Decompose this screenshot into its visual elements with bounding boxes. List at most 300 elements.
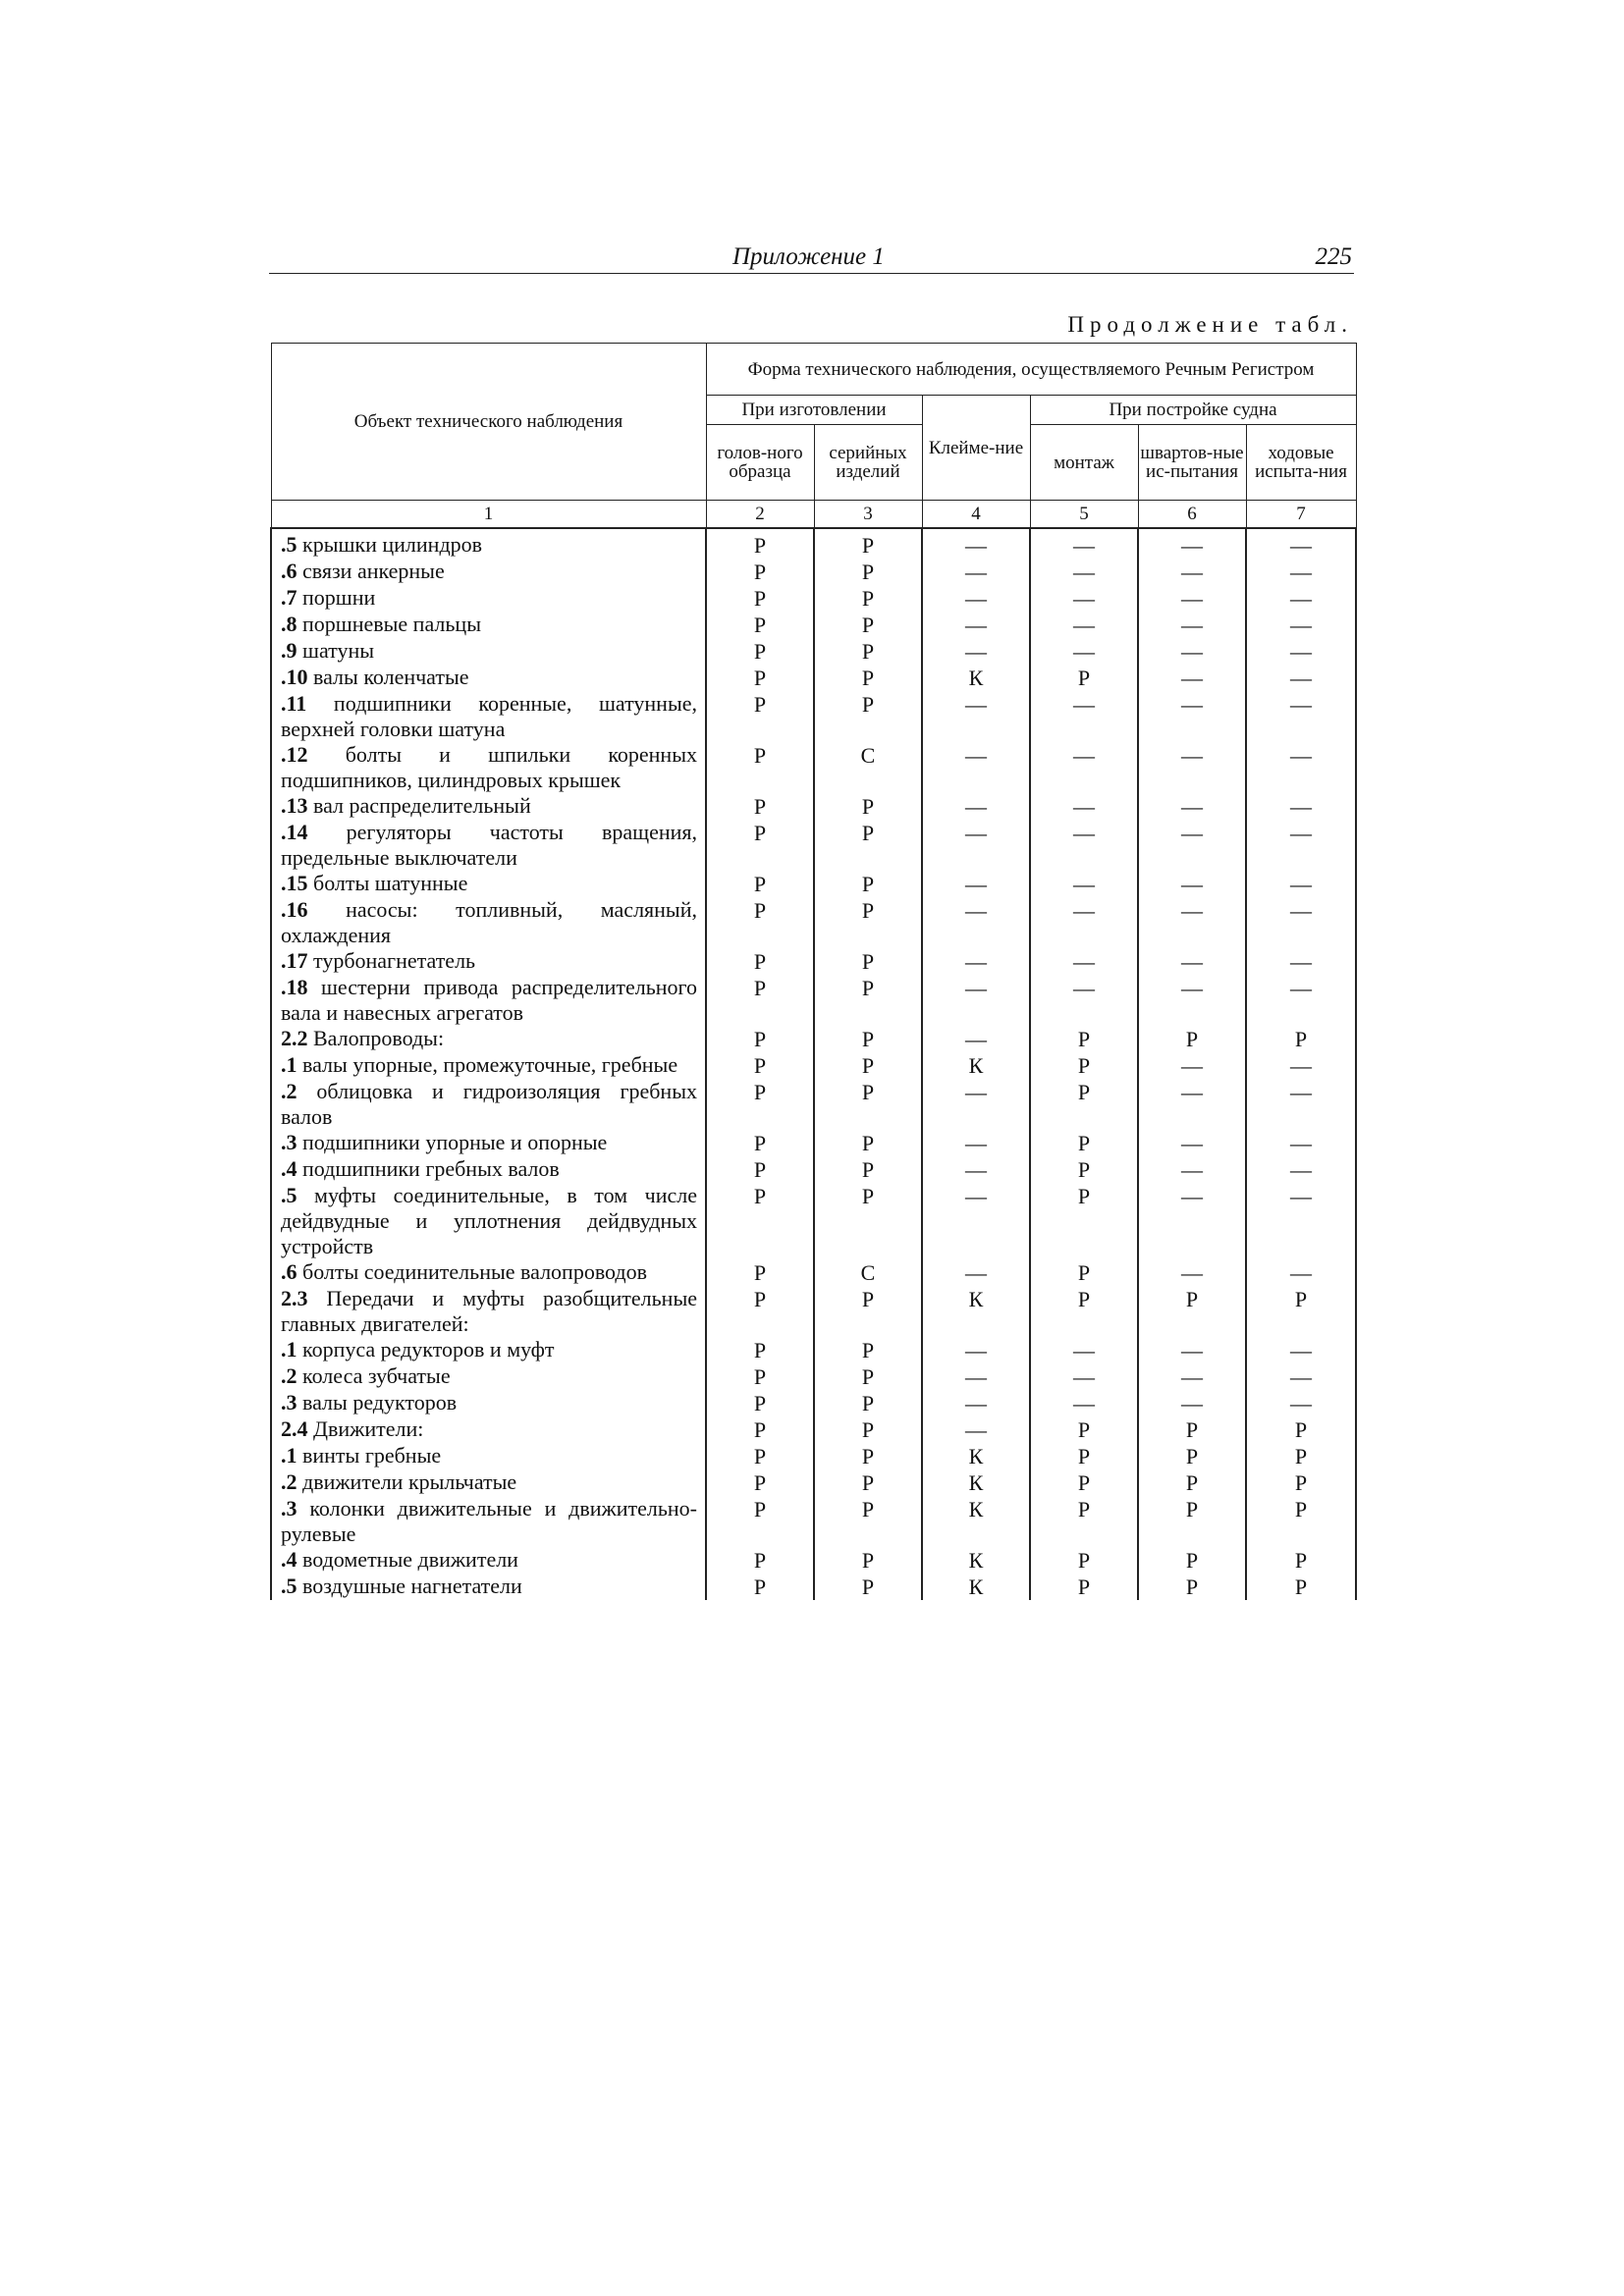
item-text: воздушные нагнетатели — [297, 1574, 522, 1598]
form-cell: — — [1138, 612, 1246, 638]
form-cell: — — [1030, 897, 1138, 948]
form-cell: С — [814, 742, 922, 793]
form-cell: — — [1246, 1079, 1356, 1130]
form-cell: Р — [706, 585, 814, 612]
column-number: 7 — [1246, 501, 1356, 529]
object-cell — [271, 1363, 706, 1390]
form-cell: — — [1138, 528, 1246, 559]
form-cell: — — [922, 559, 1030, 585]
form-cell: Р — [814, 1079, 922, 1130]
form-cell: Р — [706, 1052, 814, 1079]
table-row — [271, 793, 1356, 820]
item-text: винты гребные — [297, 1443, 442, 1468]
form-cell: — — [922, 1156, 1030, 1183]
form-cell: Р — [814, 691, 922, 742]
form-cell: Р — [1030, 1079, 1138, 1130]
form-cell: Р — [814, 1547, 922, 1574]
table-row — [271, 1156, 1356, 1183]
item-text: поршни — [297, 585, 376, 610]
item-number: .18 — [281, 975, 308, 999]
form-cell: Р — [706, 1286, 814, 1337]
form-cell: Р — [1030, 665, 1138, 691]
object-cell — [271, 1259, 706, 1286]
form-cell: — — [922, 612, 1030, 638]
form-cell: — — [1138, 1156, 1246, 1183]
object-cell — [271, 1416, 706, 1443]
item-text: насосы: топливный, масляный, охлаждения — [281, 897, 703, 947]
form-cell: Р — [706, 1443, 814, 1469]
form-cell: — — [922, 897, 1030, 948]
form-cell: — — [1246, 1130, 1356, 1156]
form-cell: Р — [706, 871, 814, 897]
mooring-test-header: швартов-ные ис-пытания — [1138, 425, 1246, 501]
form-cell: — — [1030, 1337, 1138, 1363]
table-row — [271, 612, 1356, 638]
form-cell: — — [1030, 691, 1138, 742]
form-cell: Р — [1030, 1259, 1138, 1286]
form-cell: Р — [814, 1443, 922, 1469]
object-cell — [271, 742, 706, 793]
item-text: болты шатунные — [307, 871, 468, 895]
form-cell: — — [922, 638, 1030, 665]
form-cell: К — [922, 665, 1030, 691]
form-cell: — — [922, 1416, 1030, 1443]
form-cell: Р — [706, 1337, 814, 1363]
form-cell: Р — [814, 1156, 922, 1183]
form-cell: Р — [814, 638, 922, 665]
object-cell — [271, 612, 706, 638]
table-row — [271, 1547, 1356, 1574]
item-number: .10 — [281, 665, 308, 689]
form-cell: Р — [814, 1496, 922, 1547]
running-title: Приложение 1 — [732, 243, 885, 270]
form-cell: — — [1246, 871, 1356, 897]
column-number: 6 — [1138, 501, 1246, 529]
manufacturing-header: При изготовлении — [706, 396, 922, 425]
item-text: валы коленчатые — [307, 665, 469, 689]
form-cell: С — [814, 1259, 922, 1286]
object-cell — [271, 1496, 706, 1547]
form-cell: — — [922, 1363, 1030, 1390]
form-cell: Р — [1246, 1496, 1356, 1547]
table-row — [271, 1416, 1356, 1443]
item-number: .6 — [281, 1259, 298, 1284]
item-number: .4 — [281, 1547, 298, 1572]
form-cell: Р — [1030, 1183, 1138, 1259]
table-row — [271, 1286, 1356, 1337]
form-cell: — — [1030, 559, 1138, 585]
item-number: .5 — [281, 1574, 298, 1598]
form-cell: — — [922, 793, 1030, 820]
form-cell: Р — [1030, 1130, 1138, 1156]
object-cell — [271, 793, 706, 820]
item-number: .1 — [281, 1052, 298, 1077]
item-number: .3 — [281, 1130, 298, 1154]
form-cell: — — [1246, 742, 1356, 793]
form-cell: К — [922, 1469, 1030, 1496]
mounting-header: монтаж — [1030, 425, 1138, 501]
form-cell: Р — [1030, 1496, 1138, 1547]
form-cell: Р — [814, 1130, 922, 1156]
table-row — [271, 1469, 1356, 1496]
form-cell: Р — [814, 585, 922, 612]
column-number-row — [271, 501, 1356, 529]
table-row — [271, 1130, 1356, 1156]
form-cell: Р — [706, 1026, 814, 1052]
item-number: .2 — [281, 1363, 298, 1388]
object-cell — [271, 691, 706, 742]
form-cell: — — [1138, 691, 1246, 742]
form-cell: Р — [814, 1390, 922, 1416]
item-text: подшипники гребных валов — [297, 1156, 560, 1181]
form-cell: — — [922, 1337, 1030, 1363]
item-number: .2 — [281, 1079, 298, 1103]
form-cell: Р — [1030, 1574, 1138, 1600]
form-cell: Р — [706, 1496, 814, 1547]
form-cell: — — [1138, 1052, 1246, 1079]
form-cell: — — [1246, 665, 1356, 691]
form-cell: — — [922, 975, 1030, 1026]
object-cell — [271, 638, 706, 665]
item-text: облицовка и гидроизоляция гребных валов — [281, 1079, 703, 1129]
item-text: валы редукторов — [297, 1390, 458, 1415]
form-cell: — — [922, 1026, 1030, 1052]
form-cell: — — [1030, 742, 1138, 793]
form-cell: Р — [1246, 1443, 1356, 1469]
form-cell: — — [1138, 820, 1246, 871]
form-cell: Р — [706, 691, 814, 742]
item-text: болты соединительные валопроводов — [297, 1259, 648, 1284]
object-cell — [271, 871, 706, 897]
form-cell: Р — [1030, 1286, 1138, 1337]
table-row — [271, 1363, 1356, 1390]
form-cell: Р — [706, 528, 814, 559]
form-cell: — — [922, 528, 1030, 559]
form-cell: — — [1030, 871, 1138, 897]
form-cell: Р — [1246, 1286, 1356, 1337]
item-text: связи анкерные — [297, 559, 445, 583]
form-cell: Р — [1246, 1416, 1356, 1443]
form-cell: Р — [1246, 1547, 1356, 1574]
table-row — [271, 1183, 1356, 1259]
item-text: шестерни привода распределительного вала и навесных агрегатов — [281, 975, 703, 1025]
item-number: .11 — [281, 691, 307, 716]
form-cell: Р — [1030, 1547, 1138, 1574]
form-cell: — — [1138, 1363, 1246, 1390]
form-cell: Р — [814, 1574, 922, 1600]
item-number: .4 — [281, 1156, 298, 1181]
table-body — [271, 528, 1356, 1600]
form-cell: Р — [706, 1469, 814, 1496]
form-cell: Р — [814, 528, 922, 559]
item-text: колонки движительные и движительно-рулевые — [281, 1496, 697, 1546]
form-cell: К — [922, 1052, 1030, 1079]
object-cell — [271, 975, 706, 1026]
form-cell: Р — [706, 897, 814, 948]
item-text: крышки цилиндров — [297, 532, 483, 557]
form-cell: — — [1138, 585, 1246, 612]
form-cell: — — [1246, 691, 1356, 742]
form-cell: Р — [814, 1183, 922, 1259]
form-cell: Р — [1030, 1469, 1138, 1496]
item-number: .17 — [281, 948, 308, 973]
form-cell: — — [922, 871, 1030, 897]
form-cell: — — [922, 585, 1030, 612]
item-number: .12 — [281, 742, 308, 767]
object-cell — [271, 820, 706, 871]
form-cell: Р — [814, 1337, 922, 1363]
form-cell: Р — [706, 820, 814, 871]
form-cell: Р — [706, 665, 814, 691]
form-cell: Р — [814, 948, 922, 975]
form-cell: — — [922, 948, 1030, 975]
form-cell: Р — [814, 1026, 922, 1052]
item-number: .16 — [281, 897, 308, 922]
item-text: колеса зубчатые — [297, 1363, 451, 1388]
form-header: Форма технического наблюдения, осуществляемого Речным Регистром — [706, 344, 1356, 396]
form-cell: Р — [814, 871, 922, 897]
form-cell: Р — [706, 559, 814, 585]
form-cell: — — [1246, 1156, 1356, 1183]
object-cell — [271, 1469, 706, 1496]
item-text: муфты соединительные, в том числе дейдвудные и уплотнения дейдвудных устройств — [281, 1183, 703, 1258]
form-cell: Р — [706, 1259, 814, 1286]
form-cell: — — [1138, 871, 1246, 897]
form-cell: Р — [706, 1574, 814, 1600]
item-number: .9 — [281, 638, 298, 663]
form-cell: Р — [1138, 1443, 1246, 1469]
item-text: подшипники упорные и опорные — [297, 1130, 608, 1154]
item-number: .8 — [281, 612, 298, 636]
form-cell: — — [1246, 528, 1356, 559]
running-header — [269, 240, 1354, 274]
form-cell: — — [1138, 1337, 1246, 1363]
form-cell: — — [1246, 793, 1356, 820]
item-text: регуляторы частоты вращения, предельные выключатели — [281, 820, 703, 870]
form-cell: Р — [706, 638, 814, 665]
object-cell — [271, 559, 706, 585]
object-cell — [271, 1130, 706, 1156]
table-row — [271, 1079, 1356, 1130]
item-text: болты и шпильки коренных подшипников, цилиндровых крышек — [281, 742, 703, 792]
form-cell: Р — [706, 1130, 814, 1156]
sea-trial-header: ходовые испыта-ния — [1246, 425, 1356, 501]
form-cell: — — [1030, 1363, 1138, 1390]
object-cell — [271, 1026, 706, 1052]
object-cell — [271, 1547, 706, 1574]
form-cell: — — [1246, 820, 1356, 871]
form-cell: Р — [1138, 1496, 1246, 1547]
item-number: .5 — [281, 532, 298, 557]
table-row — [271, 871, 1356, 897]
form-cell: Р — [814, 820, 922, 871]
form-cell: — — [1030, 793, 1138, 820]
object-cell — [271, 1079, 706, 1130]
table-row — [271, 559, 1356, 585]
form-cell: Р — [706, 1390, 814, 1416]
item-number: .6 — [281, 559, 298, 583]
item-number: 2.4 — [281, 1416, 308, 1441]
object-cell — [271, 1390, 706, 1416]
form-cell: — — [1138, 948, 1246, 975]
form-cell: Р — [1246, 1574, 1356, 1600]
form-cell: Р — [706, 742, 814, 793]
item-number: .3 — [281, 1496, 298, 1521]
item-number: .15 — [281, 871, 308, 895]
item-number: .3 — [281, 1390, 298, 1415]
form-cell: — — [1138, 793, 1246, 820]
item-number: .14 — [281, 820, 308, 844]
column-number: 5 — [1030, 501, 1138, 529]
item-text: движители крыльчатые — [297, 1469, 517, 1494]
form-cell: — — [1030, 975, 1138, 1026]
form-cell: Р — [706, 1183, 814, 1259]
form-cell: — — [922, 1079, 1030, 1130]
form-cell: — — [1246, 975, 1356, 1026]
form-cell: — — [1246, 638, 1356, 665]
form-cell: — — [1138, 1259, 1246, 1286]
form-cell: — — [1138, 1079, 1246, 1130]
form-cell: Р — [814, 665, 922, 691]
form-cell: — — [1246, 1259, 1356, 1286]
form-cell: Р — [706, 1547, 814, 1574]
form-cell: Р — [814, 1286, 922, 1337]
form-cell: — — [1246, 612, 1356, 638]
item-text: турбонагнетатель — [307, 948, 476, 973]
object-cell — [271, 897, 706, 948]
form-cell: К — [922, 1496, 1030, 1547]
form-cell: — — [922, 742, 1030, 793]
form-cell: — — [922, 1390, 1030, 1416]
column-number: 1 — [271, 501, 706, 529]
form-cell: Р — [706, 612, 814, 638]
item-number: .13 — [281, 793, 308, 818]
form-cell: — — [922, 1130, 1030, 1156]
form-cell: — — [1138, 975, 1246, 1026]
table-row — [271, 665, 1356, 691]
form-cell: Р — [706, 1156, 814, 1183]
item-number: .1 — [281, 1337, 298, 1362]
object-header: Объект технического наблюдения — [271, 344, 706, 501]
table-row — [271, 1390, 1356, 1416]
table-row — [271, 948, 1356, 975]
form-cell: Р — [814, 897, 922, 948]
form-cell: Р — [1030, 1443, 1138, 1469]
form-cell: — — [1246, 1052, 1356, 1079]
item-text: валы упорные, промежуточные, гребные — [297, 1052, 678, 1077]
form-cell: Р — [1030, 1156, 1138, 1183]
form-cell: Р — [1138, 1026, 1246, 1052]
item-text: корпуса редукторов и муфт — [297, 1337, 555, 1362]
form-cell: Р — [706, 1416, 814, 1443]
form-cell: Р — [1138, 1286, 1246, 1337]
table-row — [271, 691, 1356, 742]
table-row — [271, 1259, 1356, 1286]
table-row — [271, 1443, 1356, 1469]
form-cell: Р — [814, 612, 922, 638]
object-cell — [271, 1052, 706, 1079]
form-cell: — — [1138, 1130, 1246, 1156]
form-cell: — — [1246, 948, 1356, 975]
form-cell: Р — [814, 559, 922, 585]
item-text: вал распределительный — [307, 793, 531, 818]
continuation-label: Продолжение табл. — [1067, 312, 1353, 337]
page-number: 225 — [1315, 243, 1352, 270]
form-cell: — — [1030, 1390, 1138, 1416]
form-cell: К — [922, 1574, 1030, 1600]
form-cell: К — [922, 1547, 1030, 1574]
form-cell: — — [1138, 559, 1246, 585]
item-number: 2.2 — [281, 1026, 308, 1050]
form-cell: — — [1138, 742, 1246, 793]
table-row — [271, 975, 1356, 1026]
construction-header: При постройке судна — [1030, 396, 1356, 425]
item-text: подшипники коренные, шатунные, верхней головки шатуна — [281, 691, 703, 741]
form-cell: — — [1030, 948, 1138, 975]
form-cell: Р — [814, 1363, 922, 1390]
form-cell: Р — [706, 948, 814, 975]
prototype-header: голов-ного образца — [706, 425, 814, 501]
inspection-table — [270, 343, 1357, 1600]
table-row — [271, 528, 1356, 559]
form-cell: Р — [706, 975, 814, 1026]
object-cell — [271, 1156, 706, 1183]
object-cell — [271, 1443, 706, 1469]
form-cell: — — [1138, 1390, 1246, 1416]
table-row — [271, 1574, 1356, 1600]
object-cell — [271, 1183, 706, 1259]
item-number: .1 — [281, 1443, 298, 1468]
form-cell: — — [1138, 665, 1246, 691]
table-row — [271, 742, 1356, 793]
object-cell — [271, 665, 706, 691]
form-cell: — — [922, 1259, 1030, 1286]
table-row — [271, 1052, 1356, 1079]
item-text: Движители: — [307, 1416, 424, 1441]
form-cell: Р — [1246, 1026, 1356, 1052]
form-cell: — — [1246, 897, 1356, 948]
form-cell: — — [1138, 638, 1246, 665]
form-cell: — — [1246, 585, 1356, 612]
form-cell: — — [922, 691, 1030, 742]
form-cell: Р — [1246, 1469, 1356, 1496]
form-cell: Р — [814, 793, 922, 820]
table-row — [271, 585, 1356, 612]
item-number: 2.3 — [281, 1286, 308, 1310]
form-cell: К — [922, 1286, 1030, 1337]
item-text: поршневые пальцы — [297, 612, 481, 636]
form-cell: — — [1246, 559, 1356, 585]
column-number: 2 — [706, 501, 814, 529]
marking-header: Клейме-ние — [922, 396, 1030, 501]
item-text: Валопроводы: — [307, 1026, 445, 1050]
object-cell — [271, 1337, 706, 1363]
form-cell: — — [1030, 820, 1138, 871]
item-number: .7 — [281, 585, 298, 610]
object-cell — [271, 528, 706, 559]
form-cell: — — [1030, 612, 1138, 638]
item-number: .2 — [281, 1469, 298, 1494]
object-cell — [271, 1574, 706, 1600]
object-cell — [271, 585, 706, 612]
form-cell: — — [1030, 638, 1138, 665]
object-cell — [271, 1286, 706, 1337]
form-cell: Р — [814, 975, 922, 1026]
form-cell: Р — [706, 793, 814, 820]
form-cell: Р — [1030, 1416, 1138, 1443]
table-row — [271, 638, 1356, 665]
column-number: 3 — [814, 501, 922, 529]
